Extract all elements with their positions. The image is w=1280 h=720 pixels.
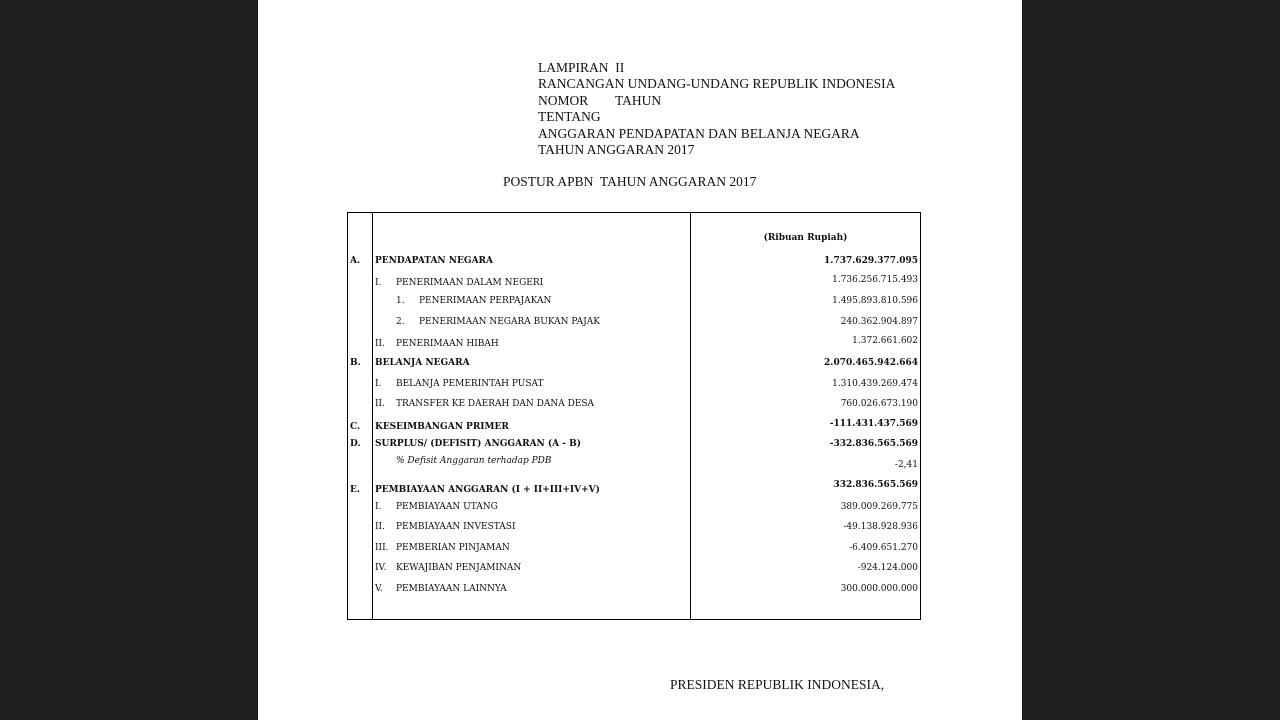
row-number: 1. bbox=[396, 296, 405, 306]
row-label: KEWAJIBAN PENJAMINAN bbox=[396, 563, 522, 573]
row-label: PEMBERIAN PINJAMAN bbox=[396, 543, 510, 553]
row-value: 300.000.000.000 bbox=[840, 584, 918, 594]
row-number: I. bbox=[375, 278, 382, 288]
header-line: ANGGARAN PENDAPATAN DAN BELANJA NEGARA bbox=[538, 125, 860, 141]
table-row bbox=[348, 317, 920, 331]
row-note: % Defisit Anggaran terhadap PDB bbox=[396, 456, 552, 466]
table-row bbox=[348, 456, 920, 470]
row-label: TRANSFER KE DAERAH DAN DANA DESA bbox=[396, 399, 595, 409]
row-value: -924.124.000 bbox=[857, 563, 918, 573]
row-value: -111.431.437.569 bbox=[829, 419, 918, 429]
row-code: E. bbox=[350, 485, 360, 495]
table-row bbox=[348, 399, 920, 413]
row-label: PEMBIAYAAN ANGGARAN (I + II+III+IV+V) bbox=[375, 485, 600, 495]
row-number: III. bbox=[375, 543, 389, 553]
row-number: I. bbox=[375, 379, 382, 389]
row-value: 240.362.904.897 bbox=[840, 317, 918, 327]
row-number: 2. bbox=[396, 317, 405, 327]
row-number: IV. bbox=[375, 563, 387, 573]
column-divider bbox=[372, 213, 373, 619]
row-number: II. bbox=[375, 399, 385, 409]
table-row bbox=[348, 480, 920, 499]
row-label: PENERIMAAN PERPAJAKAN bbox=[419, 296, 552, 306]
column-divider bbox=[690, 213, 691, 619]
row-value: 332.836.565.569 bbox=[833, 480, 918, 490]
signature-line: PRESIDEN REPUBLIK INDONESIA, bbox=[670, 677, 885, 692]
header-line: NOMOR TAHUN bbox=[538, 92, 662, 108]
row-number: II. bbox=[375, 339, 385, 349]
row-value: -49.138.928.936 bbox=[843, 522, 918, 532]
row-label: SURPLUS/ (DEFISIT) ANGGARAN (A - B) bbox=[375, 439, 582, 449]
row-value: -332.836.565.569 bbox=[829, 439, 918, 449]
table-row bbox=[348, 584, 920, 598]
row-value: 389.009.269.775 bbox=[840, 502, 918, 512]
row-label: PEMBIAYAAN INVESTASI bbox=[396, 522, 516, 532]
row-value: -6.409.651.270 bbox=[849, 543, 918, 553]
row-label: KESEIMBANGAN PRIMER bbox=[375, 422, 509, 432]
table-row bbox=[348, 256, 920, 270]
unit-label: (Ribuan Rupiah) bbox=[763, 233, 848, 243]
header-line: RANCANGAN UNDANG-UNDANG REPUBLIK INDONESIA bbox=[538, 76, 896, 92]
table-row bbox=[348, 439, 920, 453]
row-label: PENERIMAAN NEGARA BUKAN PAJAK bbox=[419, 317, 600, 327]
row-code: A. bbox=[350, 256, 361, 266]
table-row bbox=[348, 379, 920, 393]
table-row bbox=[348, 419, 920, 436]
row-label: PEMBIAYAAN LAINNYA bbox=[396, 584, 507, 594]
row-value: 1.495.893.810.596 bbox=[832, 296, 918, 306]
header-line: LAMPIRAN II bbox=[538, 60, 625, 75]
table-row bbox=[348, 502, 920, 516]
row-value: 1.737.629.377.095 bbox=[824, 256, 918, 266]
row-code: B. bbox=[350, 358, 361, 368]
table-row bbox=[348, 522, 920, 536]
header-line: TENTANG bbox=[538, 109, 601, 125]
table-row bbox=[348, 275, 920, 292]
row-label: PEMBIAYAAN UTANG bbox=[396, 502, 498, 512]
table-row bbox=[348, 336, 920, 353]
attachment-header bbox=[538, 60, 895, 158]
row-number: V. bbox=[375, 584, 383, 594]
row-value: 1.736.256.715.493 bbox=[832, 275, 918, 285]
budget-table bbox=[347, 212, 921, 620]
header-line: TAHUN ANGGARAN 2017 bbox=[538, 142, 695, 158]
table-row bbox=[348, 358, 920, 372]
row-value: 1.310.439.269.474 bbox=[832, 379, 918, 389]
document-page bbox=[258, 0, 1022, 720]
row-code: D. bbox=[350, 439, 361, 449]
row-value: 760.026.673.190 bbox=[840, 399, 918, 409]
table-row bbox=[348, 563, 920, 577]
row-number: I. bbox=[375, 502, 382, 512]
row-label: BELANJA PEMERINTAH PUSAT bbox=[396, 379, 544, 389]
row-label: PENERIMAAN DALAM NEGERI bbox=[396, 278, 544, 288]
row-value: 1.372.661.602 bbox=[852, 336, 918, 346]
row-value: 2.070.465.942.664 bbox=[824, 358, 918, 368]
page-title: POSTUR APBN TAHUN ANGGARAN 2017 bbox=[503, 174, 757, 189]
row-label: PENDAPATAN NEGARA bbox=[375, 256, 494, 266]
row-code: C. bbox=[350, 422, 361, 432]
row-label: BELANJA NEGARA bbox=[375, 358, 470, 368]
row-value: -2,41 bbox=[894, 460, 918, 470]
row-label: PENERIMAAN HIBAH bbox=[396, 339, 499, 349]
row-number: II. bbox=[375, 522, 385, 532]
table-row bbox=[348, 296, 920, 310]
table-row bbox=[348, 543, 920, 557]
